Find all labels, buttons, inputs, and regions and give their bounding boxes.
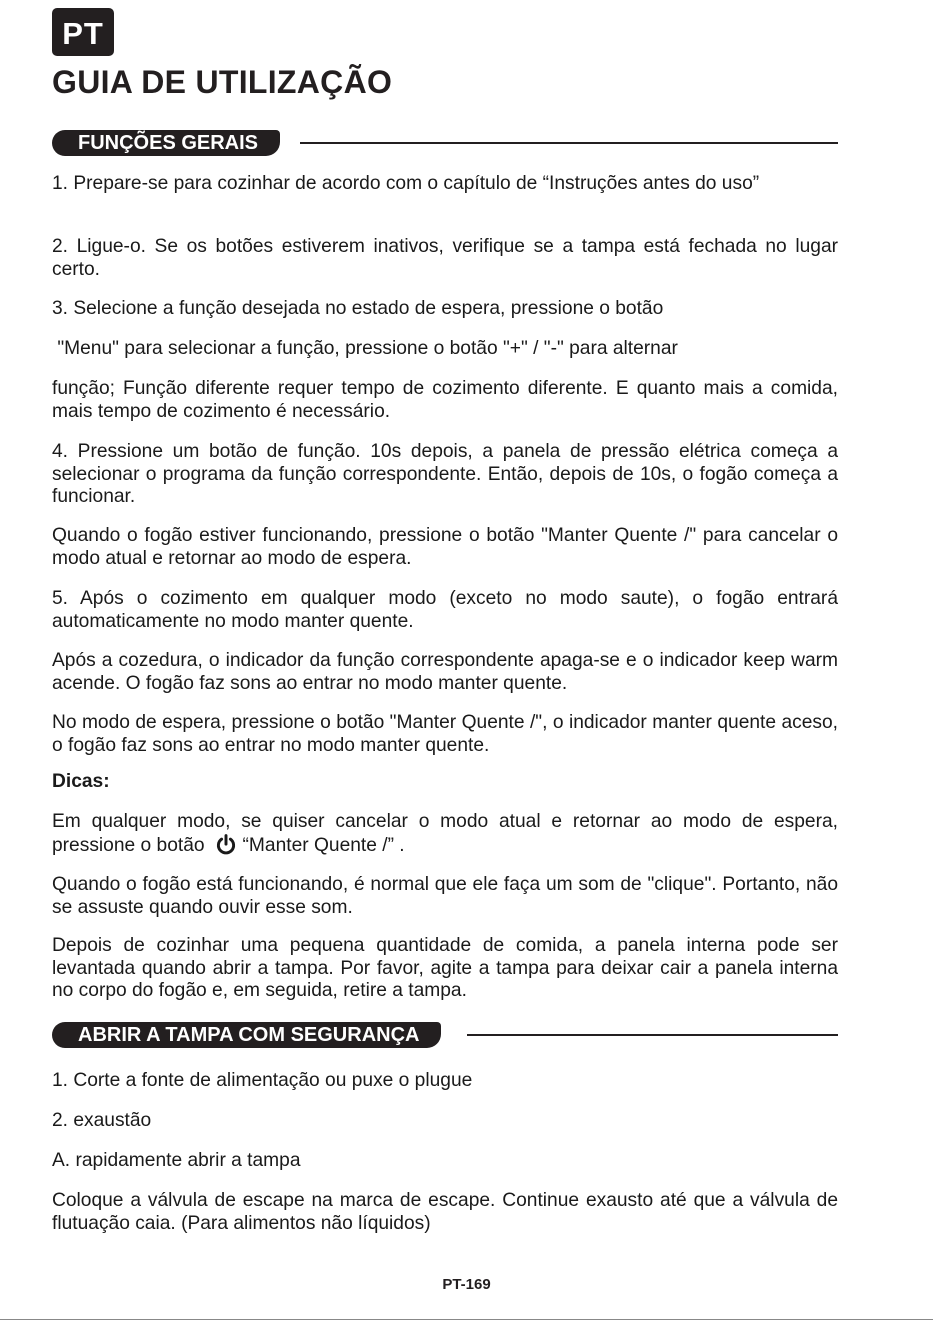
- section-heading-label: FUNÇÕES GERAIS: [52, 130, 280, 156]
- language-tag: PT: [52, 8, 114, 56]
- paragraph: função; Função diferente requer tempo de cozimento diferente. E quanto mais a comida, mais tempo de cozimento é necessário.: [52, 378, 838, 422]
- paragraph: Quando o fogão estiver funcionando, pressione o botão "Manter Quente /" para cancelar o modo atual e retornar ao modo de espera.: [52, 525, 838, 569]
- paragraph: 2. exaustão: [52, 1110, 152, 1131]
- paragraph: "Menu" para selecionar a função, pressione o botão "+" / "-" para alternar: [52, 338, 678, 359]
- paragraph: 1. Corte a fonte de alimentação ou puxe o plugue: [52, 1070, 473, 1091]
- paragraph: 3. Selecione a função desejada no estado de espera, pressione o botão: [52, 298, 664, 319]
- paragraph: 2. Ligue-o. Se os botões estiverem inativos, verifique se a tampa está fechada no lugar certo.: [52, 236, 838, 280]
- section-divider: [467, 1034, 838, 1036]
- tip-text: “Manter Quente /” .: [242, 834, 405, 856]
- section-divider: [300, 142, 838, 144]
- paragraph: 1. Prepare-se para cozinhar de acordo com o capítulo de “Instruções antes do uso”: [52, 173, 760, 194]
- paragraph: 5. Após o cozimento em qualquer modo (exceto no modo saute), o fogão entrará automaticamente no modo manter quente.: [52, 588, 838, 632]
- paragraph: A. rapidamente abrir a tampa: [52, 1150, 301, 1171]
- bottom-divider: [0, 1319, 933, 1320]
- paragraph: 4. Pressione um botão de função. 10s depois, a panela de pressão elétrica começa a selecionar o programa da função correspondente. Então, depois de 10s, o fogão começa a funcionar.: [52, 441, 838, 507]
- section-heading-label: ABRIR A TAMPA COM SEGURANÇA: [52, 1022, 441, 1048]
- power-icon: [215, 834, 237, 863]
- section-heading-open-lid-safely: [52, 1022, 838, 1050]
- tip-paragraph: [52, 811, 838, 862]
- page-number: PT-169: [442, 1276, 491, 1293]
- page-title: GUIA DE UTILIZAÇÃO: [52, 64, 393, 100]
- tip-paragraph: Quando o fogão está funcionando, é normal que ele faça um som de "clique". Portanto, não se assuste quando ouvir esse som.: [52, 874, 838, 918]
- paragraph: Coloque a válvula de escape na marca de escape. Continue exausto até que a válvula de flutuação caia. (Para alimentos não líquidos): [52, 1190, 838, 1234]
- section-heading-general-functions: [52, 130, 838, 158]
- tip-text: Em qualquer modo, se quiser cancelar o modo atual e retornar ao modo de espera, pressione o botão: [52, 811, 838, 856]
- paragraph: Após a cozedura, o indicador da função correspondente apaga-se e o indicador keep warm acende. O fogão faz sons ao entrar no modo manter quente.: [52, 650, 838, 694]
- tips-heading: Dicas:: [52, 771, 110, 792]
- paragraph: No modo de espera, pressione o botão "Manter Quente /", o indicador manter quente aceso, o fogão faz sons ao entrar no modo manter quente.: [52, 712, 838, 756]
- tip-paragraph: Depois de cozinhar uma pequena quantidade de comida, a panela interna pode ser levantada quando abrir a tampa. Por favor, agite a tampa para deixar cair a panela interna no corpo do fogão e, em seguida, retire a tampa.: [52, 935, 838, 1001]
